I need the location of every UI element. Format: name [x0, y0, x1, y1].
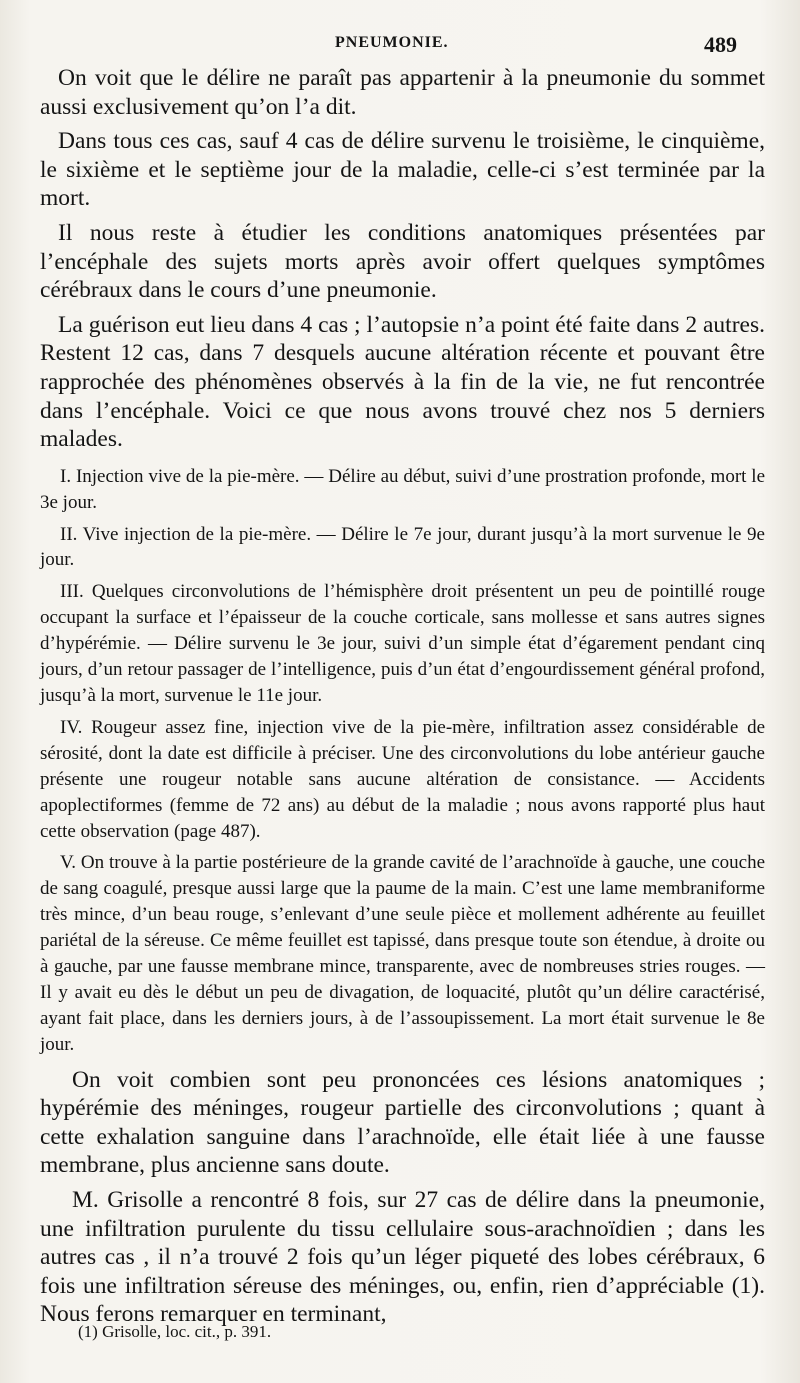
case-text: Rougeur assez fine, injection vive de la pie-mère, infiltration assez considérable de sérosité, dont la date est difficile à préciser. Une des circonvolutions du lobe antérieur gauche présente une rougeur notable sans aucune altération de consistance. — Accidents apoplectiformes (femme de 72 ans) au début de la maladie ; nous avons rapporté plus haut cette observation (page 487).	[40, 716, 765, 842]
page-body	[40, 58, 765, 1329]
running-title: PNEUMONIE.	[335, 34, 449, 51]
paragraph-5: On voit combien sont peu prononcées ces lésions anatomiques ; hypérémie des méninges, rougeur partielle des circonvolutions ; quant à cette exhalation sanguine dans l’arachnoïde, elle était liée à une fausse membrane, plus ancienne sans doute.	[40, 1066, 765, 1179]
case-3	[40, 579, 765, 709]
case-4	[40, 715, 765, 845]
paragraph-1: On voit que le délire ne paraît pas appartenir à la pneumonie du sommet aussi exclusivement qu’on l’a dit.	[40, 65, 765, 120]
case-number: I.	[60, 465, 72, 487]
case-2	[40, 522, 765, 574]
case-1	[40, 464, 765, 516]
case-text: On trouve à la partie postérieure de la grande cavité de l’arachnoïde à gauche, une couche de sang coagulé, presque aussi large que la paume de la main. C’est une lame membraniforme très mince, d’un beau rouge, s’enlevant d’une seule pièce et mollement adhérente au feuillet pariétal de la séreuse. Ce même feuillet est tapissé, dans presque toute son étendue, à droite ou à gauche, par une fausse membrane mince, transparente, avec de nombreuses stries rouges. — Il y avait eu dès le début un peu de divagation, de loquacité, plutôt qu’un délire caractérisé, ayant fait place, dans les derniers jours, à de l’assoupissement. La mort était survenue le 8e jour.	[40, 852, 765, 1055]
paragraph-4: La guérison eut lieu dans 4 cas ; l’autopsie n’a point été faite dans 2 autres. Restent 12 cas, dans 7 desquels aucune altération récente et pouvant être rapprochée des phénomènes observés à la fin de la vie, ne fut rencontrée dans l’encéphale. Voici ce que nous avons trouvé chez nos 5 derniers malades.	[40, 311, 765, 453]
case-text: Quelques circonvolutions de l’hémisphère droit présentent un peu de pointillé rouge occupant la surface et l’épaisseur de la couche corticale, sans mollesse et sans autres signes d’hypérémie. — Délire survenu le 3e jour, suivi d’un simple état d’égarement pendant cinq jours, d’un retour passager de l’intelligence, puis d’un état d’engourdissement général profond, jusqu’à la mort, survenue le 11e jour.	[40, 581, 766, 706]
case-text: Vive injection de la pie-mère. — Délire le 7e jour, durant jusqu’à la mort survenue le 9e jour.	[40, 523, 765, 571]
case-number: III.	[60, 581, 84, 603]
footnote: (1) Grisolle, loc. cit., p. 391.	[78, 1322, 272, 1341]
case-number: V.	[60, 852, 77, 874]
paragraph-3: Il nous reste à étudier les conditions anatomiques présentées par l’encéphale des sujets morts après avoir offert quelques symptômes cérébraux dans le cours d’une pneumonie.	[40, 219, 765, 304]
paragraph-6: M. Grisolle a rencontré 8 fois, sur 27 cas de délire dans la pneumonie, une infiltration purulente du tissu cellulaire sous-arachnoïdien ; dans les autres cas , il n’a trouvé 2 fois qu’un léger piqueté des lobes cérébraux, 6 fois une infiltration séreuse des méninges, ou, enfin, rien d’appréciable (1). Nous ferons remarquer en terminant,	[40, 1187, 765, 1328]
case-number: II.	[60, 523, 78, 545]
case-text: Injection vive de la pie-mère. — Délire au début, suivi d’une prostration profonde, mort le 3e jour.	[40, 465, 766, 513]
case-5	[40, 850, 765, 1057]
case-number: IV.	[60, 716, 83, 738]
page-number: 489	[704, 32, 737, 57]
paragraph-2: Dans tous ces cas, sauf 4 cas de délire survenu le troisième, le cinquième, le sixième et le septième jour de la maladie, celle-ci s’est terminée par la mort.	[40, 128, 765, 212]
